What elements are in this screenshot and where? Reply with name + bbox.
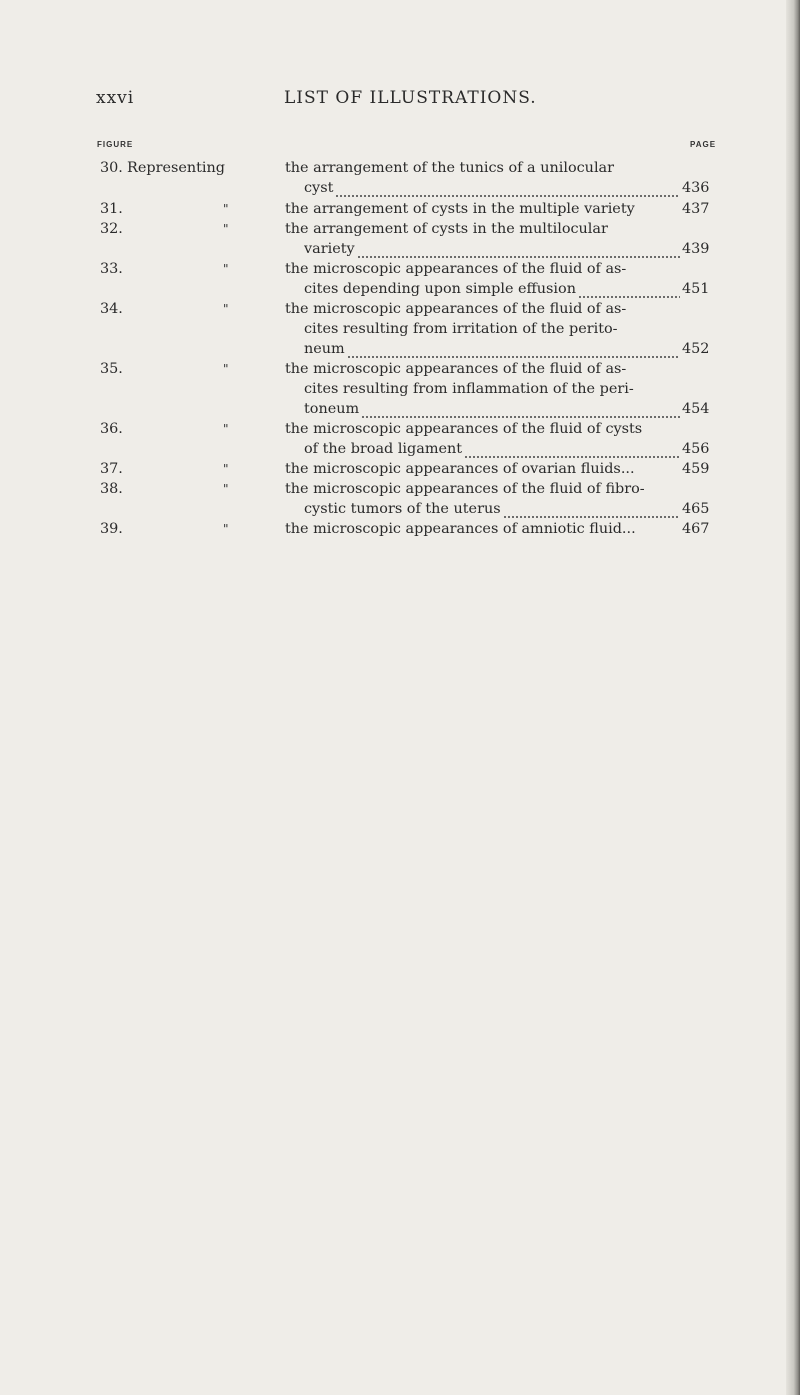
page-number: 436: [682, 180, 710, 196]
entry-title-line: the arrangement of cysts in the multilocular: [285, 221, 608, 237]
entry-title-last-line: the arrangement of cysts in the multiple variety: [285, 201, 635, 217]
ditto-mark: ": [223, 522, 229, 536]
entry-title-line: cites resulting from inflammation of the peri-: [304, 381, 634, 397]
entry-title-text: neum: [304, 341, 345, 357]
page-number: 454: [682, 401, 710, 417]
figure-number: 36.: [100, 421, 123, 437]
ditto-mark: ": [223, 462, 229, 476]
ditto-mark: ": [223, 302, 229, 316]
entry-title-last-line: [304, 439, 680, 459]
figure-number: 38.: [100, 481, 123, 497]
entry-title-text: toneum: [304, 401, 360, 417]
ditto-mark: ": [223, 422, 229, 436]
entry-title-last-line: [304, 339, 680, 359]
entry-title-text: cyst: [304, 180, 334, 196]
page-number: 456: [682, 441, 710, 457]
ditto-mark: ": [223, 222, 229, 236]
page-number: 452: [682, 341, 710, 357]
entry-title-line: the arrangement of the tunics of a unilocular: [285, 160, 615, 176]
page-title: LIST OF ILLUSTRATIONS.: [284, 88, 537, 108]
entry-title-text: of the broad ligament: [304, 441, 463, 457]
page-number: 451: [682, 281, 710, 297]
figure-number: 32.: [100, 221, 123, 237]
running-head: [0, 88, 800, 112]
ditto-mark: ": [223, 262, 229, 276]
entry-title-last-line: [304, 499, 680, 519]
entry-title-last-line: the microscopic appearances of ovarian fluids...: [285, 461, 635, 477]
page-folio: xxvi: [96, 88, 135, 108]
page-number: 439: [682, 241, 710, 257]
page-number: 459: [682, 461, 710, 477]
entry-title-last-line: [304, 279, 680, 299]
page-number: 467: [682, 521, 710, 537]
entry-title-text: cites depending upon simple effusion: [304, 281, 576, 297]
entry-lead-word: Representing: [127, 160, 225, 176]
figure-number: 34.: [100, 301, 123, 317]
entry-title-line: the microscopic appearances of the fluid of cysts: [285, 421, 643, 437]
figure-column-label: FIGURE: [97, 140, 134, 149]
entry-title-line: the microscopic appearances of the fluid of fibro-: [285, 481, 645, 497]
ditto-mark: ": [223, 482, 229, 496]
figure-number: 31.: [100, 201, 123, 217]
entry-title-last-line: [304, 399, 680, 419]
entry-title-line: the microscopic appearances of the fluid of as-: [285, 261, 627, 277]
entry-title-line: the microscopic appearances of the fluid of as-: [285, 301, 627, 317]
figure-number: 30.: [100, 160, 123, 176]
entry-title-text: variety: [304, 241, 355, 257]
entry-title-last-line: [304, 239, 680, 259]
figure-number: 39.: [100, 521, 123, 537]
entry-title-line: cites resulting from irritation of the perito-: [304, 321, 618, 337]
figure-number: 37.: [100, 461, 123, 477]
page-number: 465: [682, 501, 710, 517]
page-column-label: PAGE: [690, 140, 717, 149]
entry-title-last-line: the microscopic appearances of amniotic fluid...: [285, 521, 636, 537]
ditto-mark: ": [223, 202, 229, 216]
figure-number: 35.: [100, 361, 123, 377]
figure-number: 33.: [100, 261, 123, 277]
ditto-mark: ": [223, 362, 229, 376]
page-number: 437: [682, 201, 710, 217]
entry-title-text: cystic tumors of the uterus: [304, 501, 501, 517]
entry-title-line: the microscopic appearances of the fluid of as-: [285, 361, 627, 377]
entry-title-last-line: [304, 178, 680, 198]
